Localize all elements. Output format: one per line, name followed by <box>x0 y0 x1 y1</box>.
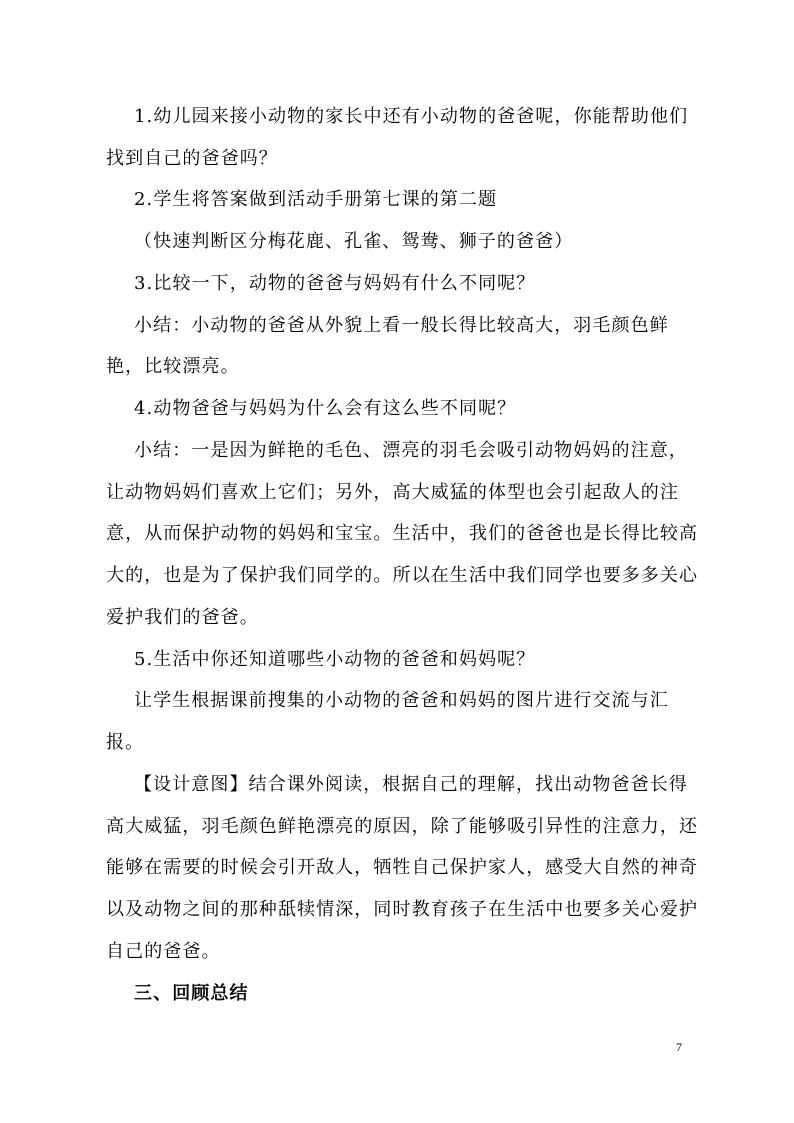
paragraph-line: （快速判断区分梅花鹿、孔雀、鸳鸯、狮子的爸爸） <box>134 231 574 252</box>
paragraph-line: 2.学生将答案做到活动手册第七课的第二题 <box>134 189 498 210</box>
section-heading: 三、回顾总结 <box>134 983 249 1004</box>
page-number: 7 <box>676 1040 682 1054</box>
paragraph-line: 【设计意图】结合课外阅读，根据自己的理解，找出动物爸爸长得 <box>134 774 688 795</box>
paragraph-line: 自己的爸爸。 <box>106 941 221 962</box>
paragraph-line: 小结：小动物的爸爸从外貌上看一般长得比较高大，羽毛颜色鲜 <box>134 315 669 336</box>
paragraph-line: 4.动物爸爸与妈妈为什么会有这么些不同呢？ <box>134 398 517 419</box>
paragraph-line: 让学生根据课前搜集的小动物的爸爸和妈妈的图片进行交流与汇 <box>134 690 669 711</box>
paragraph-line: 3.比较一下，动物的爸爸与妈妈有什么不同呢？ <box>134 273 536 294</box>
paragraph-line: 能够在需要的时候会引开敌人，牺牲自己保护家人，感受大自然的神奇 <box>106 857 699 878</box>
paragraph-line: 高大威猛，羽毛颜色鲜艳漂亮的原因，除了能够吸引异性的注意力，还 <box>106 816 699 837</box>
paragraph-line: 艳，比较漂亮。 <box>106 356 240 377</box>
paragraph-line: 以及动物之间的那种舐犊情深，同时教育孩子在生活中也要多关心爱护 <box>106 899 699 920</box>
paragraph-line: 报。 <box>106 732 145 753</box>
paragraph-line: 1.幼儿园来接小动物的家长中还有小动物的爸爸呢，你能帮助他们 <box>134 106 689 127</box>
paragraph-line: 5.生活中你还知道哪些小动物的爸爸和妈妈呢？ <box>134 649 536 670</box>
paragraph-line: 爱护我们的爸爸。 <box>106 607 259 628</box>
paragraph-line: 找到自己的爸爸吗？ <box>106 148 278 169</box>
paragraph-line: 意，从而保护动物的妈妈和宝宝。生活中，我们的爸爸也是长得比较高 <box>106 523 699 544</box>
paragraph-line: 让动物妈妈们喜欢上它们；另外，高大威猛的体型也会引起敌人的注 <box>106 482 679 503</box>
paragraph-line: 小结：一是因为鲜艳的毛色、漂亮的羽毛会吸引动物妈妈的注意， <box>134 440 688 461</box>
paragraph-line: 大的，也是为了保护我们同学的。所以在生活中我们同学也要多多关心 <box>106 565 699 586</box>
